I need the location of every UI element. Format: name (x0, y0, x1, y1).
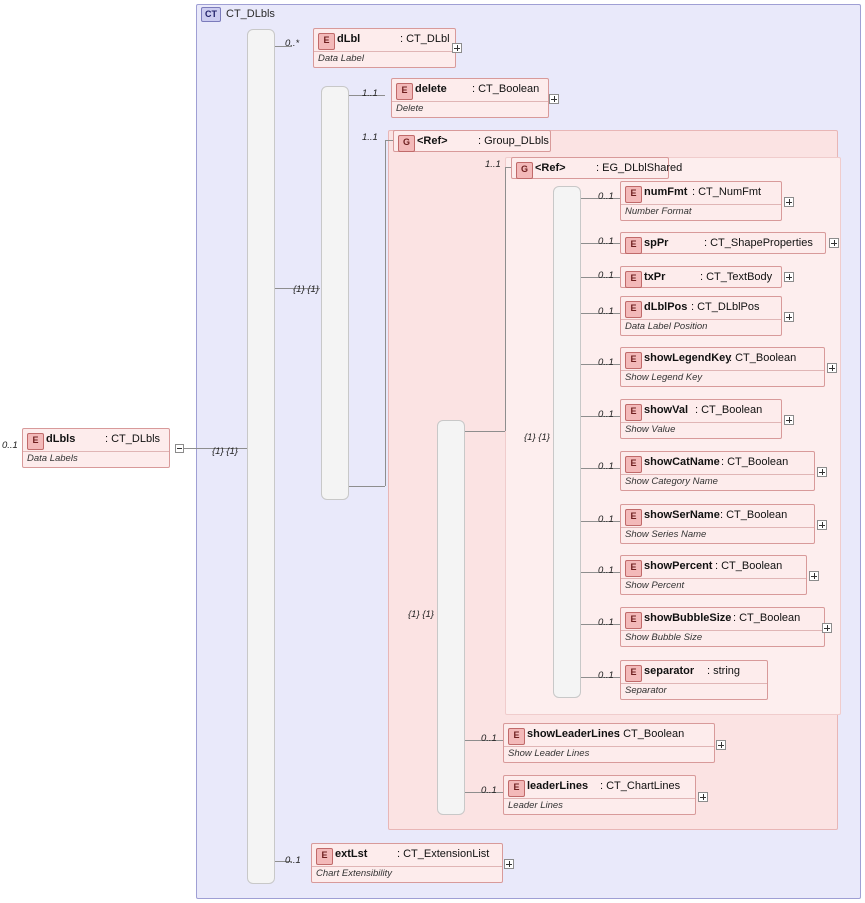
node-annotation: Show Category Name (625, 476, 718, 487)
node-name: separator (644, 665, 695, 677)
node-annotation: Leader Lines (508, 800, 563, 811)
node-group-dlbls-ref[interactable] (393, 130, 551, 152)
element-badge: E (625, 237, 642, 254)
node-type: : Group_DLbls (478, 135, 549, 147)
node-divider (504, 746, 714, 747)
element-badge: E (625, 271, 642, 288)
node-annotation: Show Bubble Size (625, 632, 703, 643)
element-badge: E (396, 83, 413, 100)
connector-eg-vert (505, 167, 506, 431)
occurrence-root-seq: {1} {1} (212, 446, 238, 457)
expand-icon-txpr[interactable] (784, 272, 794, 282)
node-type: : CT_DLbls (105, 433, 161, 445)
node-numfmt[interactable] (620, 181, 782, 221)
node-name: leaderLines (527, 780, 589, 792)
expand-icon-extlst[interactable] (504, 859, 514, 869)
node-type: : CT_Boolean (617, 728, 685, 740)
node-dlbl[interactable] (313, 28, 456, 68)
expand-icon-showleaderlines[interactable] (716, 740, 726, 750)
node-name: showLegendKey (644, 352, 732, 364)
node-showcatname[interactable] (620, 451, 815, 491)
node-type: : CT_DLblPos (691, 301, 760, 313)
node-type: : CT_Boolean (715, 560, 783, 572)
occurrence-group-ref: 1..1 (362, 132, 378, 143)
node-name: spPr (644, 237, 669, 249)
element-badge: E (625, 352, 642, 369)
sequence-bar-level2 (321, 86, 349, 500)
node-name: extLst (335, 848, 368, 860)
expand-icon-numfmt[interactable] (784, 197, 794, 207)
node-showval[interactable] (620, 399, 782, 439)
occurrence-numfmt: 0..1 (598, 191, 614, 202)
group-badge: G (516, 162, 533, 179)
occurrence-extlst: 0..1 (285, 855, 301, 866)
node-type: : CT_Boolean (472, 83, 540, 95)
expand-icon-dlbl[interactable] (452, 43, 462, 53)
connector-group-bottom (349, 486, 385, 487)
node-type: : CT_TextBody (700, 271, 773, 283)
node-divider (621, 578, 806, 579)
occurrence-delete: 1..1 (362, 88, 378, 99)
node-annotation: Delete (396, 103, 424, 114)
occurrence-showpercent: 0..1 (598, 565, 614, 576)
element-badge: E (625, 404, 642, 421)
node-annotation: Show Value (625, 424, 676, 435)
expand-icon-showbubblesize[interactable] (822, 623, 832, 633)
node-txpr[interactable] (620, 266, 782, 288)
node-divider (621, 683, 767, 684)
expand-icon-leaderlines[interactable] (698, 792, 708, 802)
node-divider (621, 204, 781, 205)
occurrence-separator: 0..1 (598, 670, 614, 681)
node-showbubblesize[interactable] (620, 607, 825, 647)
occurrence-showbubblesize: 0..1 (598, 617, 614, 628)
node-separator[interactable] (620, 660, 768, 700)
element-badge: E (625, 665, 642, 682)
node-name: showCatName (644, 456, 720, 468)
node-annotation: Show Legend Key (625, 372, 703, 383)
node-sppr[interactable] (620, 232, 826, 254)
connector-group-vert (385, 140, 386, 486)
node-annotation: Show Percent (625, 580, 685, 591)
element-badge: E (318, 33, 335, 50)
node-divider (621, 319, 781, 320)
node-name: showBubbleSize (644, 612, 732, 624)
node-showpercent[interactable] (620, 555, 807, 595)
element-badge: E (508, 780, 525, 797)
node-annotation: Data Labels (27, 453, 78, 464)
node-divider (621, 527, 814, 528)
node-dlblpos[interactable] (620, 296, 782, 336)
node-divider (312, 866, 502, 867)
node-type: : CT_Boolean (729, 352, 797, 364)
node-type: : CT_Boolean (733, 612, 801, 624)
node-divider (621, 474, 814, 475)
element-badge: E (625, 301, 642, 318)
occurrence-dlbl: 0..* (285, 38, 300, 49)
sequence-bar-eg (553, 186, 581, 698)
node-divider (621, 422, 781, 423)
expand-icon-showcatname[interactable] (817, 467, 827, 477)
node-annotation: Chart Extensibility (316, 868, 393, 879)
node-annotation: Data Label Position (625, 321, 708, 332)
node-type: : CT_ExtensionList (397, 848, 490, 860)
element-badge: E (316, 848, 333, 865)
node-divider (621, 370, 824, 371)
node-name: delete (415, 83, 447, 95)
node-name: showPercent (644, 560, 713, 572)
container-title: CT_DLbls (226, 8, 275, 20)
node-delete[interactable] (391, 78, 549, 118)
occurrence-showcatname: 0..1 (598, 461, 614, 472)
node-divider (392, 101, 548, 102)
element-badge: E (625, 560, 642, 577)
node-type: : CT_ChartLines (600, 780, 681, 792)
node-type: : CT_Boolean (721, 456, 789, 468)
occurrence-group-seq: {1} {1} (408, 609, 434, 620)
occurrence-txpr: 0..1 (598, 270, 614, 281)
node-type: : EG_DLblShared (596, 162, 683, 174)
element-badge: E (625, 186, 642, 203)
element-badge: E (625, 509, 642, 526)
node-annotation: Show Series Name (625, 529, 707, 540)
node-leaderlines[interactable] (503, 775, 696, 815)
node-divider (621, 630, 824, 631)
node-name: <Ref> (535, 162, 566, 174)
expand-icon-showsername[interactable] (817, 520, 827, 530)
occurrence-level2-seq: {1} {1} (293, 284, 319, 295)
occurrence-eg-ref: 1..1 (485, 159, 501, 170)
sequence-bar-group (437, 420, 465, 815)
node-annotation: Data Label (318, 53, 364, 64)
occurrence-eg-seq: {1} {1} (524, 432, 550, 443)
node-name: dLblPos (644, 301, 688, 313)
node-type: : CT_DLbl (400, 33, 450, 45)
occurrence-showlegendkey: 0..1 (598, 357, 614, 368)
expand-icon-showpercent[interactable] (809, 571, 819, 581)
element-badge: E (625, 612, 642, 629)
root-expander-icon[interactable] (175, 444, 184, 453)
node-name: numFmt (644, 186, 688, 198)
element-badge: E (27, 433, 44, 450)
occurrence-showval: 0..1 (598, 409, 614, 420)
node-type: : CT_Boolean (695, 404, 763, 416)
node-name: showLeaderLines (527, 728, 620, 740)
node-dlbls-root[interactable] (22, 428, 170, 468)
occurrence-showleaderlines: 0..1 (481, 733, 497, 744)
node-annotation: Show Leader Lines (508, 748, 590, 759)
connector-eg-ref (465, 431, 505, 432)
group-badge: G (398, 135, 415, 152)
expand-icon-showval[interactable] (784, 415, 794, 425)
ct-badge: CT (201, 7, 221, 22)
expand-icon-delete[interactable] (549, 94, 559, 104)
node-type: : string (707, 665, 741, 677)
occurrence-dlblpos: 0..1 (598, 306, 614, 317)
node-annotation: Number Format (625, 206, 692, 217)
occurrence-leaderlines: 0..1 (481, 785, 497, 796)
node-showleaderlines[interactable] (503, 723, 715, 763)
node-divider (23, 451, 169, 452)
node-name: <Ref> (417, 135, 448, 147)
occurrence-root: 0..1 (2, 440, 18, 451)
node-type: : CT_NumFmt (692, 186, 762, 198)
node-divider (504, 798, 695, 799)
node-divider (314, 51, 455, 52)
node-annotation: Separator (625, 685, 667, 696)
expand-icon-dlblpos[interactable] (784, 312, 794, 322)
sequence-bar-level1 (247, 29, 275, 884)
node-name: showVal (644, 404, 689, 416)
node-name: dLbls (46, 433, 76, 445)
occurrence-showsername: 0..1 (598, 514, 614, 525)
connector-group-ref (385, 140, 393, 141)
occurrence-sppr: 0..1 (598, 236, 614, 247)
node-name: txPr (644, 271, 666, 283)
element-badge: E (625, 456, 642, 473)
expand-icon-sppr[interactable] (829, 238, 839, 248)
node-name: dLbl (337, 33, 361, 45)
node-showlegendkey[interactable] (620, 347, 825, 387)
node-type: : CT_Boolean (720, 509, 788, 521)
expand-icon-showlegendkey[interactable] (827, 363, 837, 373)
node-name: showSerName (644, 509, 720, 521)
node-extlst[interactable] (311, 843, 503, 883)
node-type: : CT_ShapeProperties (704, 237, 813, 249)
element-badge: E (508, 728, 525, 745)
node-eg-dlblshared-ref[interactable] (511, 157, 683, 179)
node-showsername[interactable] (620, 504, 815, 544)
